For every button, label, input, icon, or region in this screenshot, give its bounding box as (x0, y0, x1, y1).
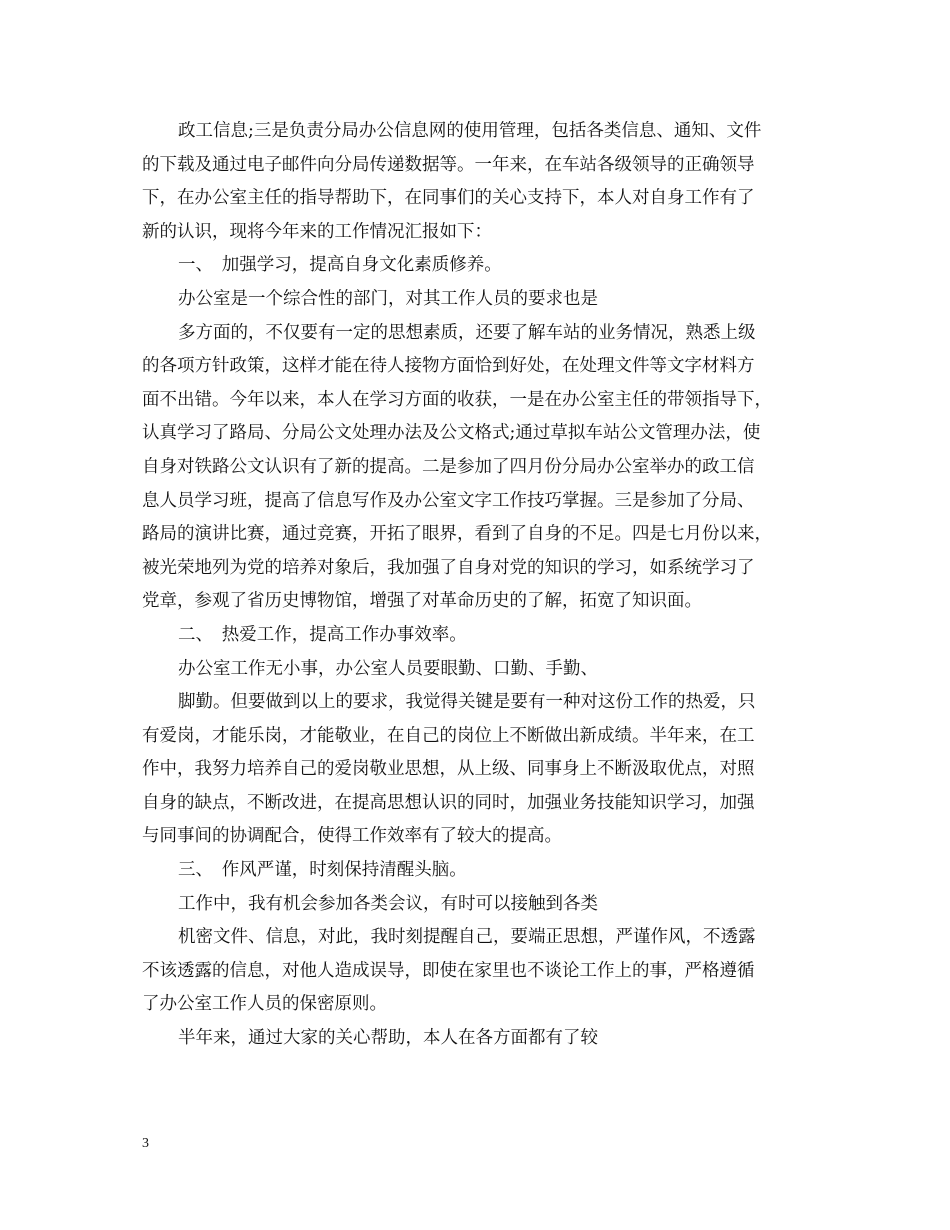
text-line: 自身对铁路公文认识有了新的提高。二是参加了四月份分局办公室举办的政工信 (142, 456, 755, 477)
text-line: 办公室工作无小事，办公室人员要眼勤、口勤、手勤、 (178, 658, 598, 679)
text-line: 了办公室工作人员的保密原则。 (142, 994, 387, 1015)
text-line: 不该透露的信息，对他人造成误导，即使在家里也不谈论工作上的事，严格遵循 (142, 960, 755, 981)
text-line: 机密文件、信息，对此，我时刻提醒自己，要端正思想，严谨作风，不透露 (178, 927, 756, 948)
text-line: 息人员学习班，提高了信息写作及办公室文字工作技巧掌握。三是参加了分局、 (142, 490, 755, 511)
text-line: 的各项方针政策，这样才能在待人接物方面恰到好处，在处理文件等文字材料方 (142, 356, 755, 377)
text-line: 认真学习了路局、分局公文处理办法及公文格式;通过草拟车站公文管理办法，使 (142, 423, 761, 444)
text-line: 三、 作风严谨，时刻保持清醒头脑。 (178, 860, 467, 881)
text-line: 被光荣地列为党的培养对象后，我加强了自身对党的知识的学习，如系统学习了 (142, 557, 755, 578)
text-line: 党章，参观了省历史博物馆，增强了对革命历史的了解，拓宽了知识面。 (142, 591, 702, 612)
text-line: 下，在办公室主任的指导帮助下，在同事们的关心支持下，本人对自身工作有了 (142, 188, 755, 209)
text-line: 路局的演讲比赛，通过竞赛，开拓了眼界，看到了自身的不足。四是七月份以来， (142, 524, 772, 545)
text-line: 二、 热爱工作，提高工作办事效率。 (178, 624, 467, 645)
text-line: 的下载及通过电子邮件向分局传递数据等。一年来，在车站各级领导的正确领导 (142, 154, 755, 175)
text-line: 办公室是一个综合性的部门，对其工作人员的要求也是 (178, 288, 598, 309)
text-line: 自身的缺点，不断改进，在提高思想认识的同时，加强业务技能知识学习，加强 (142, 792, 755, 813)
text-line: 一、 加强学习，提高自身文化素质修养。 (178, 255, 502, 276)
text-line: 工作中，我有机会参加各类会议，有时可以接触到各类 (178, 893, 598, 914)
text-line: 与同事间的协调配合，使得工作效率有了较大的提高。 (142, 826, 562, 847)
text-line: 作中，我努力培养自己的爱岗敬业思想，从上级、同事身上不断汲取优点，对照 (142, 759, 755, 780)
text-line: 多方面的，不仅要有一定的思想素质，还要了解车站的业务情况，熟悉上级 (178, 322, 756, 343)
text-line: 面不出错。今年以来，本人在学习方面的收获，一是在办公室主任的带领指导下， (142, 389, 772, 410)
text-line: 新的认识，现将今年来的工作情况汇报如下： (142, 221, 492, 242)
text-line: 半年来，通过大家的关心帮助，本人在各方面都有了较 (178, 1028, 598, 1049)
text-line: 脚勤。但要做到以上的要求，我觉得关键是要有一种对这份工作的热爱，只 (178, 692, 756, 713)
page-number: 3 (142, 1136, 149, 1151)
document-body (142, 115, 810, 1056)
text-line: 政工信息;三是负责分局办公信息网的使用管理，包括各类信息、通知、文件 (178, 121, 762, 141)
text-line: 有爱岗，才能乐岗，才能敬业，在自己的岗位上不断做出新成绩。半年来，在工 (142, 725, 755, 746)
